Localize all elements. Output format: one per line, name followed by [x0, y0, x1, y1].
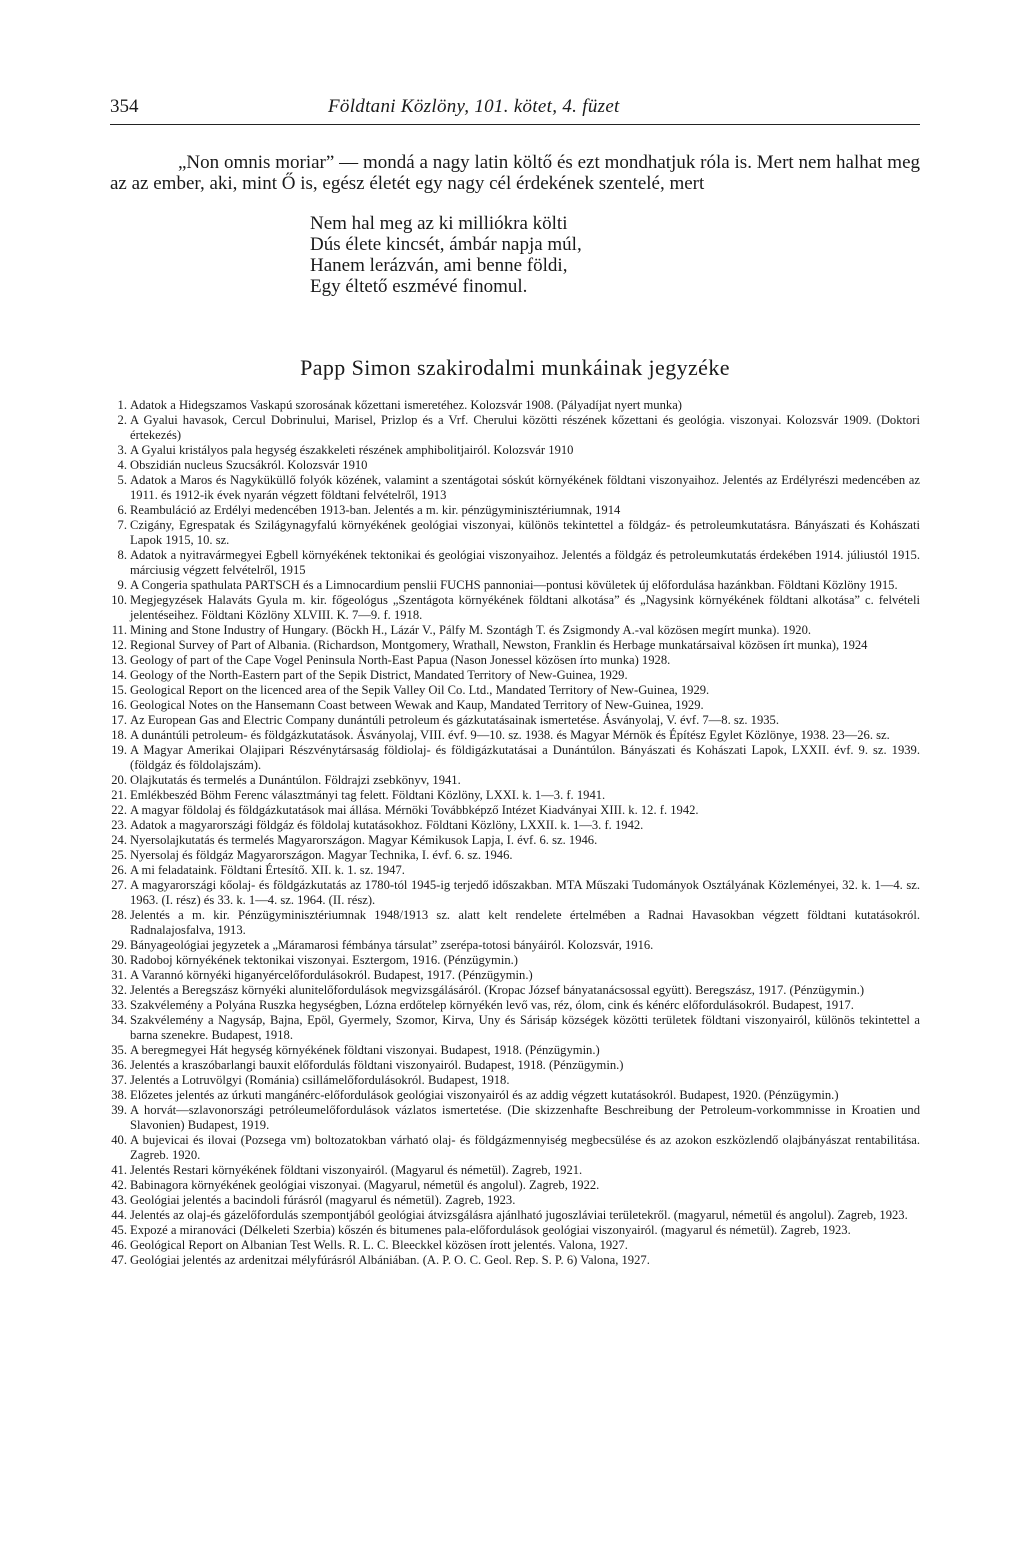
bibliography-entry: [110, 1088, 920, 1103]
entry-number: 28.: [111, 908, 127, 922]
entry-text: Adatok a Hidegszamos Vaskapú szorosának kőzettani ismeretéhez. Kolozsvár 1908. (Pályadíjat nyert munka): [130, 398, 682, 412]
entry-number: 41.: [111, 1163, 127, 1177]
entry-text: Adatok a magyarországi földgáz és földolaj kutatásokhoz. Földtani Közlöny, LXXII. k. 1—3. f. 1942.: [130, 818, 644, 832]
entry-number: 2.: [117, 413, 127, 427]
bibliography-entry: [110, 443, 920, 458]
entry-text: Szakvélemény a Polyána Ruszka hegységben, Lózna erdőtelep környékén levő vas, réz, ólom, cink és kénérc előfordulásokról. Budapest, 1917.: [130, 998, 854, 1012]
entry-text: Geological Notes on the Hansemann Coast between Wewak and Kaup, Mandated Territory of New-Guinea, 1929.: [130, 698, 704, 712]
entry-text: Obszidián nucleus Szucsákról. Kolozsvár 1910: [130, 458, 368, 472]
entry-number: 21.: [111, 788, 127, 802]
entry-text: Jelentés a m. kir. Pénzügyminisztériumnak 1948/1913 sz. alatt kelt rendelete értelmében a Radnai Havasokban végzett földtani kutatásokról. Radnalajosfalva, 1913.: [130, 908, 920, 937]
bibliography-entry: [110, 1073, 920, 1088]
bibliography-entry: [110, 548, 920, 578]
bibliography-entry: [110, 863, 920, 878]
section-title: Papp Simon szakirodalmi munkáinak jegyzéke: [300, 355, 730, 380]
entry-text: Szakvélemény a Nagysáp, Bajna, Epöl, Gyermely, Szomor, Kirva, Uny és Sárisáp községek közötti területek földtani viszonyairól, különös tekintettel a barna szenekre. Budapest, 1918.: [130, 1013, 920, 1042]
entry-number: 1.: [117, 398, 127, 412]
bibliography-entry: [110, 1193, 920, 1208]
entry-text: Jelentés az olaj-és gázelőfordulás szempontjából geológiai átvizsgálásra ajánlható jugoszláviai területekről. (magyarul, németül és angolul). Zagreb, 1923.: [130, 1208, 908, 1222]
entry-text: Olajkutatás és termelés a Dunántúlon. Földrajzi zsebkönyv, 1941.: [130, 773, 461, 787]
entry-number: 13.: [111, 653, 127, 667]
poem: [310, 213, 920, 297]
entry-text: Adatok a Maros és Nagyküküllő folyók közének, valamint a szentágotai sóskút környékének földtani viszonyaihoz. Jelentés az Erdélyrészi medencében az 1911. és 1912-ik évek nyarán végzett földtani felvételről, 1913: [130, 473, 920, 502]
bibliography-entry: [110, 713, 920, 728]
entry-text: Megjegyzések Halaváts Gyula m. kir. főgeológus „Szentágota környékének földtani alkotása” és „Nagysink környékének földtani alkotása” c. felvételi jelentéseihez. Földtani Közlöny XLVIII. K. 7—9. f. 1918.: [130, 593, 920, 622]
bibliography-entry: [110, 1058, 920, 1073]
bibliography-entry: [110, 638, 920, 653]
bibliography-entry: [110, 773, 920, 788]
poem-line: Hanem lerázván, ami benne földi,: [310, 255, 568, 276]
bibliography-entry: [110, 593, 920, 623]
bibliography-entry: [110, 803, 920, 818]
poem-line: Nem hal meg az ki milliókra költi: [310, 213, 568, 234]
bibliography-entry: [110, 1163, 920, 1178]
journal-title: Földtani Közlöny, 101. kötet, 4. füzet: [328, 96, 620, 117]
bibliography-entry: [110, 1013, 920, 1043]
entry-text: Nyersolaj és földgáz Magyarországon. Magyar Technika, I. évf. 6. sz. 1946.: [130, 848, 513, 862]
entry-text: A dunántúli petroleum- és földgázkutatások. Ásványolaj, VIII. évf. 9—10. sz. 1938. és Magyar Mérnök és Építész Egylet Közlönye, 1938. 23—26. sz.: [130, 728, 890, 742]
entry-text: Mining and Stone Industry of Hungary. (Böckh H., Lázár V., Pálfy M. Szontágh T. és Zsigmondy A.-val közösen megírt munka). 1920.: [130, 623, 812, 637]
entry-text: Radoboj környékének tektonikai viszonyai. Esztergom, 1916. (Pénzügymin.): [130, 953, 518, 967]
bibliography-entry: [110, 1043, 920, 1058]
entry-number: 29.: [111, 938, 127, 952]
bibliography-entry: [110, 788, 920, 803]
entry-text: Jelentés a Beregszász környéki alunitelőfordulások megvizsgálásáról. (Kropac József bányatanácsossal együtt). Beregszász, 1917. (Pénzügymin.): [130, 983, 865, 997]
entry-number: 12.: [111, 638, 127, 652]
entry-number: 34.: [111, 1013, 127, 1027]
page-number: 354: [110, 96, 139, 117]
entry-text: A magyarországi kőolaj- és földgázkutatás az 1780-tól 1945-ig terjedő időszakban. MTA Műszaki Tudományok Osztályának Közleményei, 32. k. 1—4. sz. 1963. (I. rész) és 33. k. 1—4. sz. 1964. (II. rész).: [130, 878, 920, 907]
bibliography-entry: [110, 668, 920, 683]
entry-number: 46.: [111, 1238, 127, 1252]
bibliography-entry: [110, 683, 920, 698]
bibliography-entry: [110, 698, 920, 713]
bibliography-entry: [110, 1178, 920, 1193]
entry-number: 22.: [111, 803, 127, 817]
entry-number: 30.: [111, 953, 127, 967]
entry-number: 44.: [111, 1208, 127, 1222]
entry-number: 17.: [111, 713, 127, 727]
entry-number: 8.: [117, 548, 127, 562]
entry-text: A horvát—szlavonországi petróleumelőfordulások vázlatos ismertetése. (Die skizzenhafte Beschreibung der Petroleum-vorkommnisse in Kroatien und Slavonien) Budapest, 1919.: [130, 1103, 920, 1132]
entry-text: A bujevicai és ilovai (Pozsega vm) boltozatokban várható olaj- és földgázmennyiség megbecsülése és az azokon eszközlendő olajbányászat rentabilitása. Zagreb. 1920.: [130, 1133, 920, 1162]
bibliography-entry: [110, 818, 920, 833]
entry-text: Geological Report on the licenced area of the Sepik Valley Oil Co. Ltd., Mandated Territory of New-Guinea, 1929.: [130, 683, 710, 697]
entry-text: A Congeria spathulata PARTSCH és a Limnocardium penslii FUCHS pannoniai—pontusi kövületek új előfordulása hazánkban. Földtani Közlöny 1915.: [130, 578, 898, 592]
bibliography-entry: [110, 728, 920, 743]
bibliography-entry: [110, 983, 920, 998]
bibliography-entry: [110, 473, 920, 503]
bibliography-entry: [110, 518, 920, 548]
entry-text: A magyar földolaj és földgázkutatások mai állása. Mérnöki Továbbképző Intézet Kiadványai XIII. k. 12. f. 1942.: [130, 803, 699, 817]
bibliography-entry: [110, 458, 920, 473]
entry-text: Geology of part of the Cape Vogel Peninsula North-East Papua (Nason Jonessel közösen írto munka) 1928.: [130, 653, 671, 667]
entry-number: 3.: [117, 443, 127, 457]
bibliography-entry: [110, 1238, 920, 1253]
entry-number: 9.: [117, 578, 127, 592]
bibliography-entry: [110, 908, 920, 938]
entry-text: Bányageológiai jegyzetek a „Máramarosi fémbánya társulat” zserépa-totosi bányáiról. Kolozsvár, 1916.: [130, 938, 654, 952]
entry-text: A Gyalui kristályos pala hegység északkeleti részének amphibolitjairól. Kolozsvár 1910: [130, 443, 574, 457]
bibliography-list: [110, 398, 920, 1268]
entry-text: A Magyar Amerikai Olajipari Részvénytársaság földiolaj- és földigázkutatásai a Dunántúlon. Bányászati és Kohászati Lapok, LXXII. évf. 9. sz. 1939. (földgáz és földolajszám).: [130, 743, 920, 772]
entry-text: Czigány, Egrespatak és Szilágynagyfalú környékének geológiai viszonyai, különös tekintettel a földgáz- és petroleumkutatásra. Bányászati és Kohászati Lapok 1915, 10. sz.: [130, 518, 920, 547]
entry-number: 36.: [111, 1058, 127, 1072]
bibliography-entry: [110, 413, 920, 443]
entry-number: 6.: [117, 503, 127, 517]
poem-line: Egy éltető eszmévé finomul.: [310, 276, 528, 297]
entry-number: 27.: [111, 878, 127, 892]
entry-number: 20.: [111, 773, 127, 787]
entry-number: 45.: [111, 1223, 127, 1237]
entry-number: 18.: [111, 728, 127, 742]
entry-text: A Varannó környéki higanyércelőfordulásokról. Budapest, 1917. (Pénzügymin.): [130, 968, 533, 982]
entry-number: 43.: [111, 1193, 127, 1207]
entry-text: Nyersolajkutatás és termelés Magyarországon. Magyar Kémikusok Lapja, I. évf. 6. sz. 1946.: [130, 833, 598, 847]
entry-number: 26.: [111, 863, 127, 877]
entry-number: 33.: [111, 998, 127, 1012]
entry-text: Geológiai jelentés az ardenitzai mélyfúrásról Albániában. (A. P. O. C. Geol. Rep. S. P. 6) Valona, 1927.: [130, 1253, 650, 1267]
entry-number: 7.: [117, 518, 127, 532]
entry-text: Adatok a nyitravármegyei Egbell környékének tektonikai és geológiai viszonyaihoz. Jelentés a földgáz és petroleumkutatás érdekében 1914. júliustól 1915. márciusig végzett felvételről, 1915: [130, 548, 920, 577]
bibliography-entry: [110, 1103, 920, 1133]
entry-number: 47.: [111, 1253, 127, 1267]
bibliography-entry: [110, 953, 920, 968]
entry-number: 23.: [111, 818, 127, 832]
bibliography-entry: [110, 623, 920, 638]
entry-number: 25.: [111, 848, 127, 862]
entry-number: 11.: [111, 623, 127, 637]
entry-number: 4.: [117, 458, 127, 472]
entry-number: 37.: [111, 1073, 127, 1087]
running-head: [110, 94, 920, 125]
entry-text: Emlékbeszéd Böhm Ferenc választmányi tag felett. Földtani Közlöny, LXXI. k. 1—3. f. 1941.: [130, 788, 606, 802]
poem-line: Dús élete kincsét, ámbár napja múl,: [310, 234, 582, 255]
bibliography-entry: [110, 878, 920, 908]
entry-text: Geológiai jelentés a bacindoli fúrásról (magyarul és németül). Zagreb, 1923.: [130, 1193, 516, 1207]
entry-number: 38.: [111, 1088, 127, 1102]
page: [110, 94, 920, 1268]
entry-text: Regional Survey of Part of Albania. (Richardson, Montgomery, Wrathall, Newston, Franklin és Herbage munkatársaival közösen írt munka), 1924: [130, 638, 868, 652]
bibliography-entry: [110, 833, 920, 848]
bibliography-entry: [110, 1223, 920, 1238]
entry-number: 39.: [111, 1103, 127, 1117]
entry-text: A Gyalui havasok, Cercul Dobrinului, Marisel, Prizlop és a Vrf. Cherului közötti részének kőzettani és geológia. viszonyai. Kolozsvár 1909. (Doktori értekezés): [130, 413, 920, 442]
entry-text: Expozé a miranováci (Délkeleti Szerbia) kőszén és bitumenes pala-előfordulások geológiai viszonyairól. (magyarul és németül). Zagreb, 1923.: [130, 1223, 851, 1237]
entry-text: Jelentés Restari környékének földtani viszonyairól. (Magyarul és németül). Zagreb, 1921.: [130, 1163, 583, 1177]
bibliography-entry: [110, 398, 920, 413]
entry-text: Az European Gas and Electric Company dunántúli petroleum és gázkutatásainak ismertetése. Ásványolaj, V. évf. 7—8. sz. 1935.: [130, 713, 779, 727]
entry-number: 31.: [111, 968, 127, 982]
entry-text: Jelentés a Lotruvölgyi (Románia) csillámelőfordulásokról. Budapest, 1918.: [130, 1073, 510, 1087]
bibliography-entry: [110, 1133, 920, 1163]
entry-number: 10.: [111, 593, 127, 607]
entry-number: 35.: [111, 1043, 127, 1057]
bibliography-entry: [110, 848, 920, 863]
bibliography-entry: [110, 743, 920, 773]
entry-text: A mi feladataink. Földtani Értesítő. XII. k. 1. sz. 1947.: [130, 863, 405, 877]
bibliography-entry: [110, 578, 920, 593]
entry-text: Babinagora környékének geológiai viszonyai. (Magyarul, németül és angolul). Zagreb, 1922.: [130, 1178, 600, 1192]
entry-number: 24.: [111, 833, 127, 847]
bibliography-entry: [110, 503, 920, 518]
entry-text: Jelentés a kraszóbarlangi bauxit előfordulás földtani viszonyairól. Budapest, 1918. (Pénzügymin.): [130, 1058, 624, 1072]
bibliography-entry: [110, 653, 920, 668]
entry-text: Reambuláció az Erdélyi medencében 1913-ban. Jelentés a m. kir. pénzügyminisztériumnak, 1914: [130, 503, 621, 517]
intro-paragraph: „Non omnis moriar” — mondá a nagy latin költő és ezt mondhatjuk róla is. Mert nem halhat meg az az ember, aki, mint Ő is, egész életét egy nagy cél érdekének szentelé, mert: [110, 152, 920, 194]
entry-number: 32.: [111, 983, 127, 997]
entry-text: A beregmegyei Hát hegység környékének földtani viszonyai. Budapest, 1918. (Pénzügymin.): [130, 1043, 600, 1057]
entry-number: 5.: [117, 473, 127, 487]
entry-number: 16.: [111, 698, 127, 712]
bibliography-entry: [110, 1208, 920, 1223]
bibliography-entry: [110, 968, 920, 983]
entry-number: 14.: [111, 668, 127, 682]
entry-number: 15.: [111, 683, 127, 697]
entry-text: Geology of the North-Eastern part of the Sepik District, Mandated Territory of New-Guinea, 1929.: [130, 668, 628, 682]
bibliography-entry: [110, 938, 920, 953]
entry-number: 42.: [111, 1178, 127, 1192]
bibliography-entry: [110, 998, 920, 1013]
entry-number: 19.: [111, 743, 127, 757]
entry-text: Geológical Report on Albanian Test Wells. R. L. C. Bleeckkel közösen írott jelentés. Valona, 1927.: [130, 1238, 628, 1252]
entry-number: 40.: [111, 1133, 127, 1147]
entry-text: Előzetes jelentés az úrkuti mangánérc-előfordulások geológiai viszonyairól és az addig végzett kutatásokról. Budapest, 1920. (Pénzügymin.): [130, 1088, 839, 1102]
bibliography-entry: [110, 1253, 920, 1268]
